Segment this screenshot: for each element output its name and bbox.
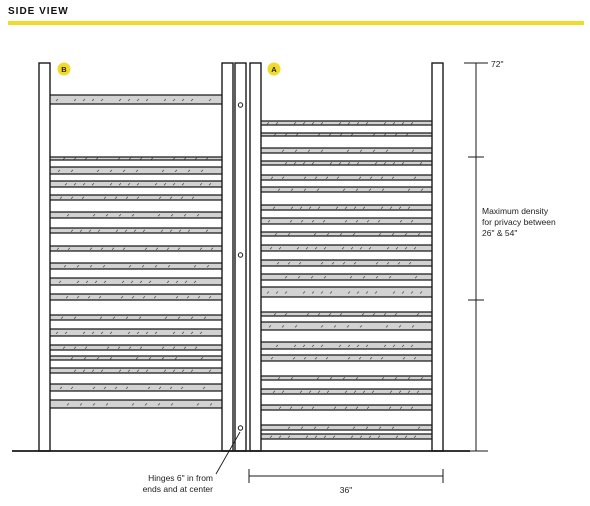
- height-dimension: [464, 63, 488, 451]
- panel-a-slat: [261, 389, 432, 394]
- panel-a-slats: [261, 121, 432, 439]
- panel-a-slat: [261, 133, 432, 136]
- panel-a-slat: [261, 405, 432, 410]
- panel-a-slat: [261, 205, 432, 210]
- panel-b-slat: [50, 384, 222, 391]
- panel-a-slat: [261, 322, 432, 330]
- panel-b-slat: [50, 263, 222, 269]
- panel-b-right-post: [222, 63, 233, 451]
- panel-a-slat: [261, 148, 432, 153]
- svg-text:A: A: [271, 64, 277, 74]
- header-accent-bar: [8, 21, 584, 25]
- panel-b-slat: [50, 400, 222, 408]
- hinge-note-line-2: ends and at center: [142, 484, 213, 494]
- panel-b-slat: [50, 329, 222, 336]
- privacy-note-line-1: Maximum density: [482, 206, 549, 216]
- panel-b-badge: [58, 63, 71, 76]
- panel-b-slat: [50, 315, 222, 320]
- panel-a-left-post: [250, 63, 261, 451]
- height-label: 72": [491, 59, 504, 69]
- svg-text:B: B: [61, 64, 67, 74]
- panel-a-slat: [261, 355, 432, 361]
- panel-a-slat: [261, 312, 432, 316]
- panel-b-slat: [50, 195, 222, 200]
- panel-a-badge: [268, 63, 281, 76]
- panel-a-slat: [261, 342, 432, 349]
- width-label: 36": [339, 485, 353, 495]
- panel-b-slat: [50, 345, 222, 350]
- panel-b-slat: [50, 368, 222, 373]
- panel-a-right-post: [432, 63, 443, 451]
- panel-b-slat: [50, 212, 222, 218]
- hinge-center-icon: [238, 253, 242, 257]
- hinge-bottom-icon: [238, 426, 242, 430]
- panel-a-slat: [261, 260, 432, 266]
- panel-b-left-post: [39, 63, 50, 451]
- panel-b-slat: [50, 167, 222, 174]
- panel-a-slat: [261, 376, 432, 380]
- section-title: SIDE VIEW: [8, 6, 69, 17]
- hinge-top-icon: [238, 103, 242, 107]
- hinge-note-line-1: Hinges 6" in from: [148, 473, 213, 483]
- panel-a-slat: [261, 245, 432, 251]
- panel-b-slat: [50, 356, 222, 360]
- panel-a-slat: [261, 161, 432, 165]
- panel-a-slat: [261, 425, 432, 430]
- privacy-note-line-2: for privacy between: [482, 217, 556, 227]
- panel-b-slat: [50, 157, 222, 160]
- privacy-note-line-3: 26" & 54": [482, 228, 518, 238]
- panel-a-slat: [261, 218, 432, 224]
- panel-a-slat: [261, 287, 432, 297]
- panel-a-slat: [261, 175, 432, 180]
- panel-b-slat: [50, 246, 222, 251]
- panel-b-slat: [50, 95, 222, 104]
- panel-b-slats: [50, 95, 222, 408]
- panel-a-slat: [261, 434, 432, 439]
- panel-a-slat: [261, 232, 432, 236]
- panel-a-slat: [261, 274, 432, 280]
- panel-b-slat: [50, 294, 222, 300]
- panel-a-slat: [261, 121, 432, 125]
- width-dimension: [249, 469, 443, 483]
- panel-b-slat: [50, 228, 222, 233]
- panel-a-slat: [261, 187, 432, 192]
- panel-b-slat: [50, 278, 222, 285]
- panel-b-slat: [50, 181, 222, 187]
